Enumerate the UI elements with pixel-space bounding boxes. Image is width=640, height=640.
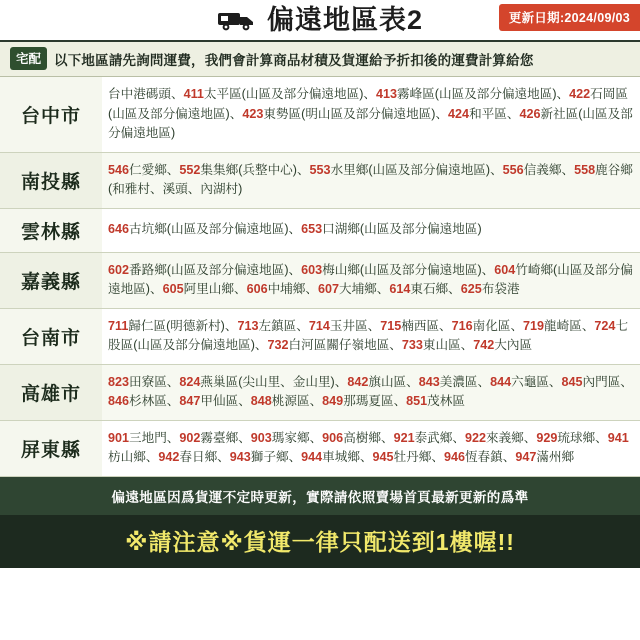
- region-label: 台中市: [0, 77, 102, 152]
- region-label: 嘉義縣: [0, 252, 102, 308]
- region-label: 台南市: [0, 308, 102, 364]
- region-areas: 901三地門、902霧臺鄉、903瑪家鄉、906高樹鄉、921泰武鄉、922來義鄉、929琉球鄉、941枋山鄉、942春日鄉、943獅子鄉、944車城鄉、945牡丹鄉、946恆春鎮、947滿州鄉: [108, 430, 629, 465]
- update-date-badge: 更新日期:2024/09/03: [499, 4, 640, 31]
- table-row: [0, 252, 640, 308]
- region-label: 雲林縣: [0, 208, 102, 252]
- region-areas: 546仁愛鄉、552集集鄉(兵整中心)、553水里鄉(山區及部分偏遠地區)、556信義鄉、558鹿谷鄉(和雅村、溪頭、內湖村): [102, 152, 640, 208]
- region-areas: 711歸仁區(明德新村)、713左鎮區、714玉井區、715楠西區、716南化區、719龍崎區、724七股區(山區及部分偏遠地區)、732白河區關仔嶺地區、733東山區、742大內區: [108, 318, 629, 353]
- notice-text: 以下地區請先詢問運費，我們會計算商品材積及貨運給予折扣後的運費計算給您: [54, 52, 534, 68]
- footer-note: 偏遠地區因爲貨運不定時更新，實際請依照賣場首頁最新更新的爲準: [0, 477, 640, 515]
- region-label: 南投縣: [0, 152, 102, 208]
- table-row: [0, 420, 640, 476]
- region-label: 高雄市: [0, 364, 102, 420]
- table-row: [0, 208, 640, 252]
- footer-alert: ※請注意※貨運一律只配送到1樓喔!!: [0, 515, 640, 568]
- page-title: 偏遠地區表2: [266, 4, 424, 35]
- remote-area-table: [0, 77, 640, 477]
- region-label: 屏東縣: [0, 420, 102, 476]
- table-row: [0, 152, 640, 208]
- table-row: [0, 364, 640, 420]
- region-areas: 646古坑鄉(山區及部分偏遠地區)、653口湖鄉(山區及部分偏遠地區): [108, 222, 482, 237]
- page-header: [0, 0, 640, 40]
- delivery-truck-icon: [217, 8, 259, 32]
- region-areas: 602番路鄉(山區及部分偏遠地區)、603梅山鄉(山區及部分偏遠地區)、604竹崎鄉(山區及部分偏遠地區)、605阿里山鄉、606中埔鄉、607大埔鄉、614東石鄉、625布袋港: [102, 252, 640, 308]
- header-title-group: [217, 4, 424, 35]
- region-areas: 823田寮區、824燕巢區(尖山里、金山里)、842旗山區、843美濃區、844六龜區、845內門區、846杉林區、847甲仙區、848桃源區、849那瑪夏區、851茂林區: [102, 364, 640, 420]
- region-areas: 台中港碼頭、411太平區(山區及部分偏遠地區)、413霧峰區(山區及部分偏遠地區)、422石岡區(山區及部分偏遠地區)、423東勢區(明山區及部分偏遠地區)、424和平區、426新社區(山區及部分偏遠地區): [108, 87, 633, 141]
- table-row: [0, 77, 640, 152]
- delivery-tag: 宅配: [10, 47, 47, 70]
- table-row: [0, 308, 640, 364]
- notice-bar: [0, 40, 640, 77]
